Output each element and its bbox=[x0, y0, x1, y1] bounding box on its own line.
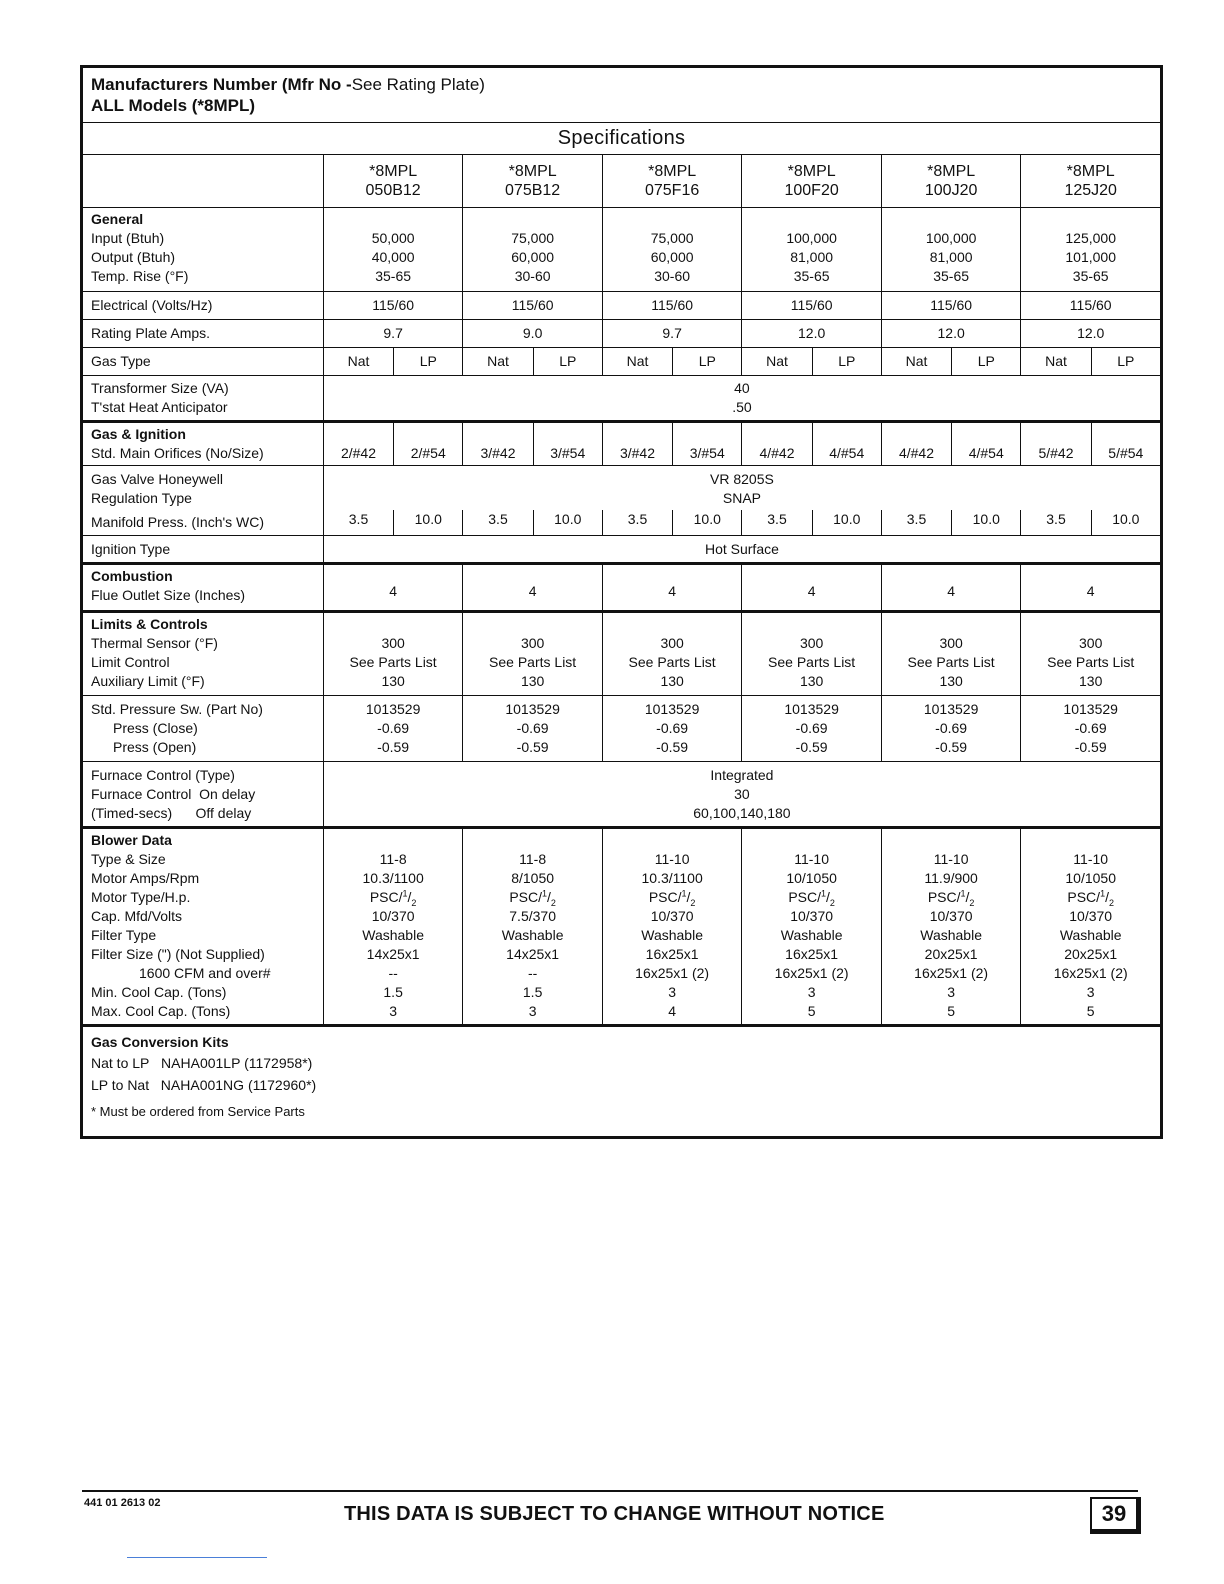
table-cell: 3/#42 bbox=[602, 422, 672, 466]
table-cell: 1013529 -0.69 -0.59 bbox=[463, 696, 603, 762]
electrical-row bbox=[83, 292, 1161, 320]
table-cell: 2/#42 bbox=[323, 422, 393, 466]
model-header: *8MPL 125J20 bbox=[1021, 155, 1161, 208]
table-cell: 11-8 8/1050 PSC/$^1/_2$ 7.5/370 Washable 14x25x1 -- 1.5 3 bbox=[463, 828, 603, 1026]
table-cell: VR 8205S SNAP bbox=[323, 466, 1160, 510]
table-cell: Hot Surface bbox=[323, 536, 1160, 564]
table-cell: Nat bbox=[881, 348, 951, 376]
table-cell: 3.5 bbox=[323, 510, 393, 536]
table-cell: 11-10 10.3/1100 PSC/$^1/_2$ 10/370 Washable 16x25x1 16x25x1 (2) 3 4 bbox=[602, 828, 742, 1026]
table-cell: 10.0 bbox=[952, 510, 1021, 536]
table-cell: 4 bbox=[602, 564, 742, 612]
table-cell: 3/#42 bbox=[463, 422, 533, 466]
table-cell: 4/#42 bbox=[881, 422, 951, 466]
table-cell: 4 bbox=[881, 564, 1021, 612]
table-cell: 115/60 bbox=[323, 292, 463, 320]
table-cell: 3.5 bbox=[881, 510, 951, 536]
blower-section-title: Blower Data bbox=[91, 832, 172, 848]
table-cell: 12.0 bbox=[1021, 320, 1161, 348]
table-cell: Blower Data Type & Size Motor Amps/Rpm Motor Type/H.p. Cap. Mfd/Volts Filter Type Filter Size (") (Not Supplied) 1600 CFM and over# Min. Cool Cap. (Tons) Max. Cool Cap. (Tons) bbox=[83, 828, 324, 1026]
table-cell: 3.5 bbox=[742, 510, 812, 536]
table-cell: 300 See Parts List 130 bbox=[463, 612, 603, 696]
footer-rule bbox=[82, 1490, 1138, 1492]
table-cell: Gas Valve Honeywell Regulation Type Manifold Press. (Inch's WC) bbox=[83, 466, 324, 536]
table-cell: Electrical (Volts/Hz) bbox=[83, 292, 324, 320]
table-cell: Nat bbox=[463, 348, 533, 376]
table-cell: 300 See Parts List 130 bbox=[742, 612, 882, 696]
table-cell: 1013529 -0.69 -0.59 bbox=[881, 696, 1021, 762]
general-values: 75,000 60,000 30-60 bbox=[602, 208, 742, 292]
rating-plate-amps-row bbox=[83, 320, 1161, 348]
table-cell: Furnace Control (Type) Furnace Control On delay (Timed-secs) Off delay bbox=[83, 762, 324, 828]
table-cell bbox=[83, 155, 324, 208]
table-cell: General Input (Btuh) Output (Btuh) Temp. Rise (°F) bbox=[83, 208, 324, 292]
table-cell: 12.0 bbox=[742, 320, 882, 348]
model-header: *8MPL 075B12 bbox=[463, 155, 603, 208]
table-cell: 3.5 bbox=[1021, 510, 1091, 536]
table-cell: 4/#54 bbox=[812, 422, 881, 466]
table-cell: LP bbox=[952, 348, 1021, 376]
table-cell bbox=[83, 68, 1161, 123]
specifications-heading: Specifications bbox=[83, 123, 1161, 155]
table-cell: Ignition Type bbox=[83, 536, 324, 564]
table-cell: 115/60 bbox=[1021, 292, 1161, 320]
general-row bbox=[83, 208, 1161, 292]
furnace-control-row bbox=[83, 762, 1161, 828]
table-cell: Combustion Flue Outlet Size (Inches) bbox=[83, 564, 324, 612]
table-cell: 12.0 bbox=[881, 320, 1021, 348]
table-cell: 4/#54 bbox=[952, 422, 1021, 466]
mfr-number-title: Manufacturers Number (Mfr No -See Rating Plate) bbox=[91, 75, 485, 94]
table-cell: Limits & Controls Thermal Sensor (°F) Limit Control Auxiliary Limit (°F) bbox=[83, 612, 324, 696]
table-cell: 4 bbox=[1021, 564, 1161, 612]
table-cell: 11-10 10/1050 PSC/$^1/_2$ 10/370 Washable 16x25x1 16x25x1 (2) 3 5 bbox=[742, 828, 882, 1026]
model-header: *8MPL 100F20 bbox=[742, 155, 882, 208]
table-cell: Nat bbox=[602, 348, 672, 376]
table-cell: 10.0 bbox=[394, 510, 463, 536]
kits-section-title: Gas Conversion Kits bbox=[91, 1034, 229, 1050]
gas-ignition-section-title: Gas & Ignition bbox=[91, 426, 186, 442]
page-number: 39 bbox=[1090, 1497, 1141, 1534]
table-cell: 3/#54 bbox=[533, 422, 602, 466]
table-cell: 11-10 10/1050 PSC/$^1/_2$ 10/370 Washable 20x25x1 16x25x1 (2) 3 5 bbox=[1021, 828, 1161, 1026]
table-cell: 115/60 bbox=[881, 292, 1021, 320]
table-cell: 1013529 -0.69 -0.59 bbox=[323, 696, 463, 762]
table-cell: 4 bbox=[742, 564, 882, 612]
table-cell: Std. Pressure Sw. (Part No) Press (Close) Press (Open) bbox=[83, 696, 324, 762]
table-cell: 4 bbox=[463, 564, 603, 612]
table-cell: 5/#42 bbox=[1021, 422, 1091, 466]
table-cell: LP bbox=[1091, 348, 1160, 376]
table-cell: 9.0 bbox=[463, 320, 603, 348]
blower-data-row bbox=[83, 828, 1161, 1026]
pressure-switch-row bbox=[83, 696, 1161, 762]
table-cell: LP bbox=[673, 348, 742, 376]
table-cell: 9.7 bbox=[323, 320, 463, 348]
model-header-row bbox=[83, 155, 1161, 208]
gas-type-row bbox=[83, 348, 1161, 376]
table-cell: Gas Type bbox=[83, 348, 324, 376]
document-number: 441 01 2613 02 bbox=[84, 1497, 161, 1509]
change-notice: THIS DATA IS SUBJECT TO CHANGE WITHOUT NOTICE bbox=[344, 1503, 885, 1525]
table-cell: 115/60 bbox=[742, 292, 882, 320]
general-values: 125,000 101,000 35-65 bbox=[1021, 208, 1161, 292]
table-cell: 11-8 10.3/1100 PSC/$^1/_2$ 10/370 Washable 14x25x1 -- 1.5 3 bbox=[323, 828, 463, 1026]
table-cell: Nat bbox=[742, 348, 812, 376]
kits-footnote: * Must be ordered from Service Parts bbox=[91, 1104, 305, 1119]
table-cell: Nat bbox=[1021, 348, 1091, 376]
general-section-title: General bbox=[91, 211, 144, 227]
general-values: 100,000 81,000 35-65 bbox=[881, 208, 1021, 292]
table-cell: 4 bbox=[323, 564, 463, 612]
combustion-section-title: Combustion bbox=[91, 568, 173, 584]
table-cell: 10.0 bbox=[1091, 510, 1160, 536]
table-cell: Integrated 30 60,100,140,180 bbox=[323, 762, 1160, 828]
general-values: 100,000 81,000 35-65 bbox=[742, 208, 882, 292]
table-cell: 1013529 -0.69 -0.59 bbox=[742, 696, 882, 762]
table-cell: 3/#54 bbox=[673, 422, 742, 466]
table-cell: Rating Plate Amps. bbox=[83, 320, 324, 348]
table-cell: 300 See Parts List 130 bbox=[323, 612, 463, 696]
decorative-blue-line bbox=[127, 1557, 267, 1558]
table-cell: 11-10 11.9/900 PSC/$^1/_2$ 10/370 Washable 20x25x1 16x25x1 (2) 3 5 bbox=[881, 828, 1021, 1026]
table-cell: 115/60 bbox=[463, 292, 603, 320]
table-cell: 3.5 bbox=[463, 510, 533, 536]
table-cell: LP bbox=[533, 348, 602, 376]
combustion-row bbox=[83, 564, 1161, 612]
limits-controls-row bbox=[83, 612, 1161, 696]
table-cell: 4/#42 bbox=[742, 422, 812, 466]
table-cell: 115/60 bbox=[602, 292, 742, 320]
table-cell: 3.5 bbox=[602, 510, 672, 536]
gas-ignition-row bbox=[83, 422, 1161, 466]
table-cell: 300 See Parts List 130 bbox=[1021, 612, 1161, 696]
table-cell: 300 See Parts List 130 bbox=[602, 612, 742, 696]
model-header: *8MPL 075F16 bbox=[602, 155, 742, 208]
table-cell: Transformer Size (VA) T'stat Heat Anticipator bbox=[83, 376, 324, 422]
general-values: 75,000 60,000 30-60 bbox=[463, 208, 603, 292]
table-cell: Gas & Ignition Std. Main Orifices (No/Size) bbox=[83, 422, 324, 466]
limits-section-title: Limits & Controls bbox=[91, 616, 208, 632]
table-cell: LP bbox=[812, 348, 881, 376]
general-values: 50,000 40,000 35-65 bbox=[323, 208, 463, 292]
all-models-title: ALL Models (*8MPL) bbox=[91, 96, 256, 115]
table-cell: 300 See Parts List 130 bbox=[881, 612, 1021, 696]
table-cell: 9.7 bbox=[602, 320, 742, 348]
table-cell: 10.0 bbox=[812, 510, 881, 536]
table-cell: 2/#54 bbox=[394, 422, 463, 466]
table-row bbox=[83, 123, 1161, 155]
table-cell: 1013529 -0.69 -0.59 bbox=[1021, 696, 1161, 762]
table-cell: Gas Conversion Kits Nat to LP NAHA001LP (1172958*) LP to Nat NAHA001NG (1172960*) * Must be ordered from Service Parts bbox=[83, 1026, 1161, 1137]
table-cell: Nat bbox=[323, 348, 393, 376]
table-cell: 40 .50 bbox=[323, 376, 1160, 422]
gas-valve-row bbox=[83, 466, 1161, 510]
table-cell: 10.0 bbox=[673, 510, 742, 536]
gas-conversion-kits-row bbox=[83, 1026, 1161, 1137]
table-cell: LP bbox=[394, 348, 463, 376]
model-header: *8MPL 050B12 bbox=[323, 155, 463, 208]
ignition-type-row bbox=[83, 536, 1161, 564]
model-header: *8MPL 100J20 bbox=[881, 155, 1021, 208]
transformer-row bbox=[83, 376, 1161, 422]
table-cell: 5/#54 bbox=[1091, 422, 1160, 466]
specifications-table bbox=[82, 67, 1161, 1137]
table-cell: 10.0 bbox=[533, 510, 602, 536]
title-row bbox=[83, 68, 1161, 123]
table-cell: 1013529 -0.69 -0.59 bbox=[602, 696, 742, 762]
